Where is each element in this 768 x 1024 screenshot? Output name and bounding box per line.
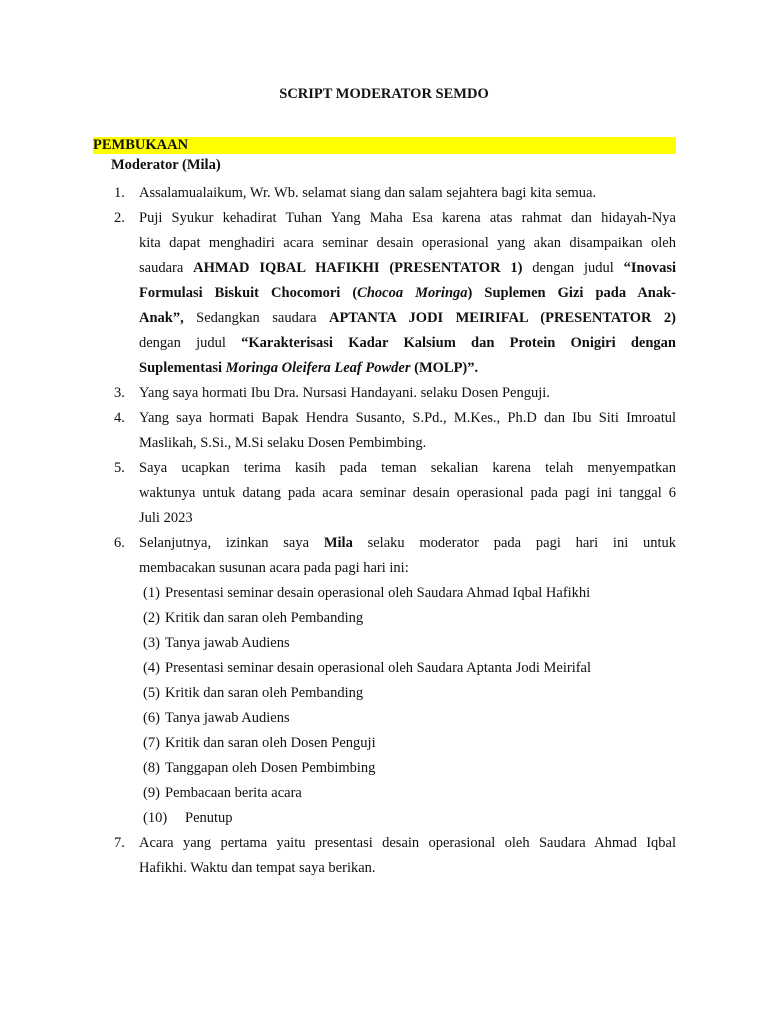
item-text-line [139,256,676,281]
text-run: Selanjutnya, izinkan saya [139,535,324,551]
item-text-line: Maslikah, S.Si., M.Si selaku Dosen Pembimbing. [139,435,427,451]
agenda-number: (3) [143,635,160,651]
agenda-text: Kritik dan saran oleh Pembanding [165,685,364,701]
agenda-number: (6) [143,710,160,726]
presenter-1-name: AHMAD IQBAL HAFIKHI (PRESENTATOR 1) [193,260,523,276]
agenda-text: Presentasi seminar desain operasional oleh Saudara Ahmad Iqbal Hafikhi [165,585,591,601]
item-text-line [139,356,676,381]
title-run: “Karakterisasi Kadar Kalsium dan Protein Onigiri dengan [241,335,676,351]
agenda-text: Tanya jawab Audiens [165,635,290,651]
title-italic-run: Chocoa Moringa [357,285,468,301]
item-text-line: kita dapat menghadiri acara seminar desain operasional yang akan disampaikan oleh [139,235,676,251]
agenda-number: (2) [143,610,160,626]
presenter-2-name: APTANTA JODI MEIRIFAL (PRESENTATOR 2) [328,310,677,326]
agenda-text: Tanggapan oleh Dosen Pembimbing [165,760,376,776]
page-title: SCRIPT MODERATOR SEMDO [279,86,489,102]
agenda-item [0,681,768,706]
item-text-line: Hafikhi. Waktu dan tempat saya berikan. [139,860,376,876]
agenda-number: (1) [143,585,160,601]
agenda-item [0,631,768,656]
title-run: “Inovasi [623,260,677,276]
section-heading: PEMBUKAAN [93,137,189,153]
item-text-line [139,281,676,306]
list-item [0,456,676,531]
item-number: 2. [114,210,125,226]
agenda-number: (10) [143,810,168,826]
item-text-line: Acara yang pertama yaitu presentasi desain operasional oleh Saudara Ahmad Iqbal [139,835,676,851]
agenda-number: (4) [143,660,160,676]
text-run: dengan judul [139,335,242,351]
text-run: selaku moderator pada pagi hari ini untuk [352,535,677,551]
title-run: Anak”, [139,310,184,326]
title-italic-run: Moringa Oleifera Leaf Powder [225,360,411,376]
agenda-text: Tanya jawab Audiens [165,710,290,726]
item-text: Assalamualaikum, Wr. Wb. selamat siang dan salam sejahtera bagi kita semua. [139,185,597,201]
agenda-text: Kritik dan saran oleh Dosen Penguji [165,735,376,751]
agenda-number: (9) [143,785,160,801]
title-run: Suplementasi [139,360,226,376]
agenda-item [0,756,768,781]
agenda-item [0,781,768,806]
item-text-line: waktunya untuk datang pada acara seminar desain operasional pada pagi ini tanggal 6 [139,485,676,501]
list-item [0,206,676,381]
item-text-line [139,306,676,331]
list-item [0,406,676,456]
title-run: Formulasi Biskuit Chocomori ( [139,285,358,301]
item-text-line [139,331,676,356]
agenda-number: (8) [143,760,160,776]
agenda-number: (5) [143,685,160,701]
text-run: Sedangkan saudara [183,310,329,326]
moderator-name: Mila [323,535,353,551]
item-number: 6. [114,535,125,551]
script-list [0,181,768,881]
list-item [0,181,676,206]
agenda-item [0,706,768,731]
item-number: 3. [114,385,125,401]
agenda-item [0,656,768,681]
agenda-item [0,806,768,831]
list-item [0,381,676,406]
agenda-text: Kritik dan saran oleh Pembanding [165,610,364,626]
agenda-item [0,606,768,631]
item-text-line [139,531,676,556]
item-text-line: Juli 2023 [139,510,193,526]
agenda-text: Presentasi seminar desain operasional oleh Saudara Aptanta Jodi Meirifal [165,660,592,676]
speaker-label: Moderator (Mila) [111,157,221,173]
agenda-item [0,581,768,606]
item-text-line: Yang saya hormati Bapak Hendra Susanto, S.Pd., M.Kes., Ph.D dan Ibu Siti Imroatul [139,410,676,426]
title-run: ) Suplemen Gizi pada Anak- [467,285,676,301]
agenda-item [0,731,768,756]
text-run: saudara [139,260,194,276]
item-number: 4. [114,410,125,426]
agenda-text: Pembacaan berita acara [165,785,302,801]
item-text-line: Saya ucapkan terima kasih pada teman sekalian karena telah menyempatkan [139,460,676,476]
list-item [0,831,676,881]
agenda-text: Penutup [185,810,233,826]
item-text-line: Puji Syukur kehadirat Tuhan Yang Maha Esa karena atas rahmat dan hidayah-Nya [139,210,676,226]
text-run: dengan judul [522,260,624,276]
item-text-line: membacakan susunan acara pada pagi hari ini: [139,560,409,576]
item-number: 1. [114,185,125,201]
list-item [0,531,676,581]
item-text: Yang saya hormati Ibu Dra. Nursasi Handayani. selaku Dosen Penguji. [139,385,550,401]
item-number: 5. [114,460,125,476]
agenda-number: (7) [143,735,160,751]
item-number: 7. [114,835,125,851]
title-run: (MOLP)”. [410,360,479,376]
